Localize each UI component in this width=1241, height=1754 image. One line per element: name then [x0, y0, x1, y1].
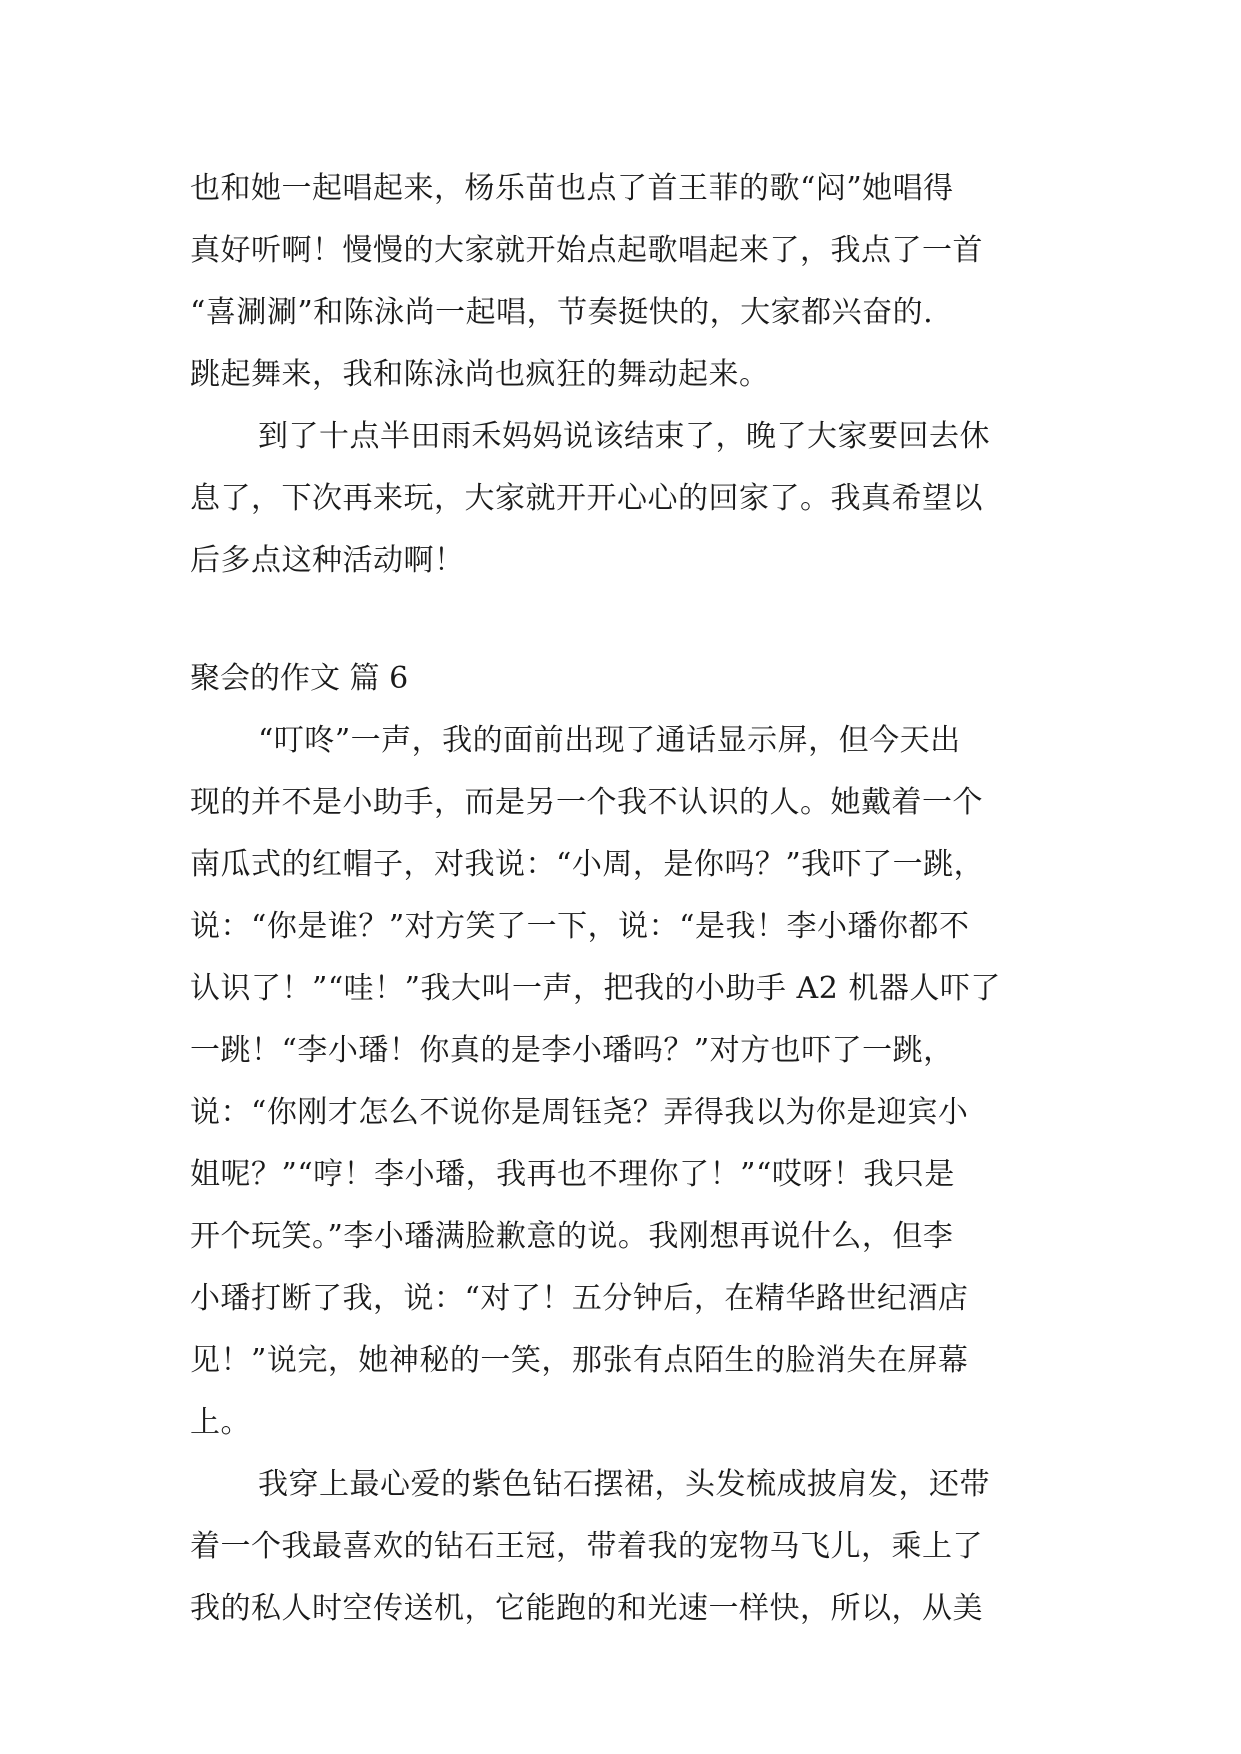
text-line: 后多点这种活动啊！ [190, 543, 465, 578]
text-line: 说：“你是谁？”对方笑了一下，说：“是我！李小璠你都不 [190, 909, 970, 944]
text-line: “叮咚”一声，我的面前出现了通话显示屏，但今天出 [258, 723, 961, 758]
document-body [190, 158, 1070, 1640]
text-line: 到了十点半田雨禾妈妈说该结束了，晚了大家要回去休 [258, 419, 990, 454]
text-line: 姐呢？”“哼！李小璠，我再也不理你了！”“哎呀！我只是 [190, 1157, 955, 1192]
paragraph-ending [190, 406, 1070, 592]
paragraph-next [190, 1454, 1070, 1640]
text-line: 也和她一起唱起来，杨乐苗也点了首王菲的歌“闷”她唱得 [190, 171, 954, 206]
text-line: 真好听啊！慢慢的大家就开始点起歌唱起来了，我点了一首 [190, 233, 983, 268]
text-line: “喜涮涮”和陈泳尚一起唱，节奏挺快的，大家都兴奋的. [190, 295, 934, 330]
text-line: 我的私人时空传送机，它能跑的和光速一样快，所以，从美 [190, 1591, 983, 1626]
text-line: 见！”说完，她神秘的一笑，那张有点陌生的脸消失在屏幕 [190, 1343, 969, 1378]
text-line: 说：“你刚才怎么不说你是周钰尧？弄得我以为你是迎宾小 [190, 1095, 969, 1130]
text-line: 小璠打断了我，说：“对了！五分钟后，在精华路世纪酒店 [190, 1281, 969, 1316]
text-line: 开个玩笑。”李小璠满脸歉意的说。我刚想再说什么，但李 [190, 1219, 954, 1254]
text-line: 一跳！“李小璠！你真的是李小璠吗？”对方也吓了一跳， [190, 1033, 954, 1068]
paragraph-continued [190, 158, 1070, 406]
text-line: 跳起舞来，我和陈泳尚也疯狂的舞动起来。 [190, 357, 770, 392]
text-line: 现的并不是小助手，而是另一个我不认识的人。她戴着一个 [190, 785, 983, 820]
section-heading: 聚会的作文 篇 6 [190, 661, 409, 696]
text-line: 南瓜式的红帽子，对我说：“小周，是你吗？”我吓了一跳， [190, 847, 985, 882]
text-line: 息了，下次再来玩，大家就开开心心的回家了。我真希望以 [190, 481, 983, 516]
text-line: 认识了！”“哇！”我大叫一声，把我的小助手 A2 机器人吓了 [190, 971, 1001, 1006]
text-line: 上。 [190, 1405, 251, 1440]
section-gap [190, 592, 1070, 648]
text-line: 我穿上最心爱的紫色钻石摆裙，头发梳成披肩发，还带 [258, 1467, 990, 1502]
text-line: 着一个我最喜欢的钻石王冠，带着我的宠物马飞儿，乘上了 [190, 1529, 983, 1564]
paragraph-story [190, 710, 1070, 1454]
